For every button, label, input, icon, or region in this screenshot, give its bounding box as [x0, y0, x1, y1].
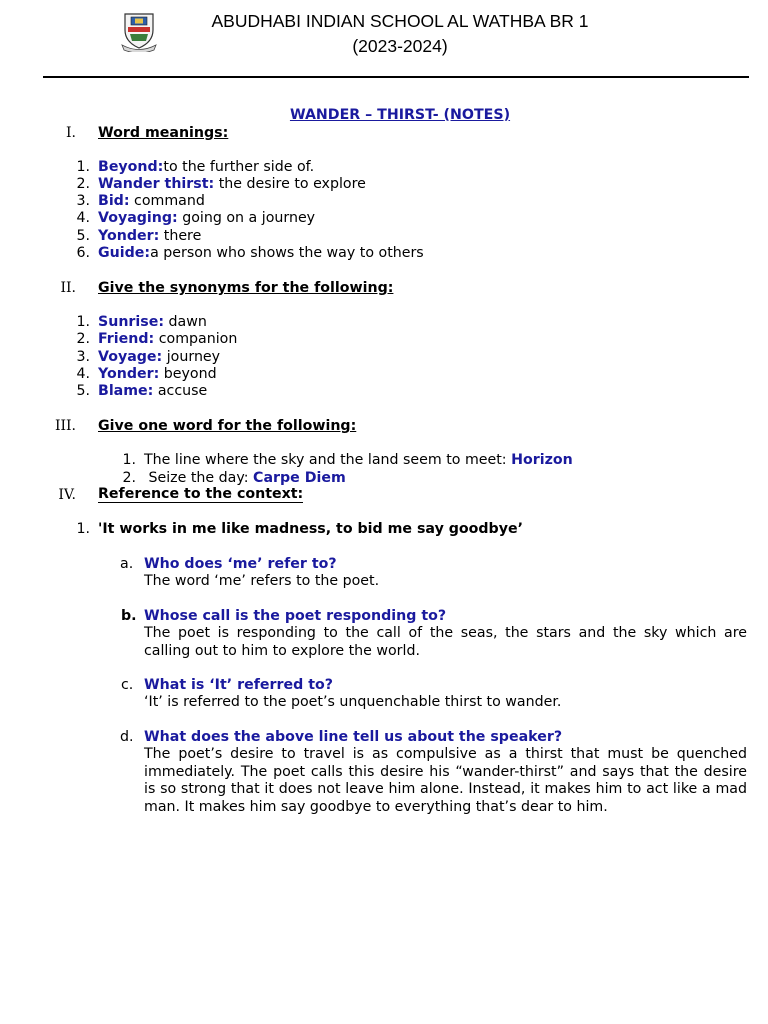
section-number: I. [66, 125, 76, 141]
quote-text: 'It works in me like madness, to bid me say goodbye’ [98, 521, 523, 537]
academic-year: (2023-2024) [352, 36, 448, 56]
list-item: 1. Sunrise: dawn [76, 314, 207, 330]
list-item: 2. Seize the day: Carpe Diem [122, 470, 346, 486]
section-heading-reference: Reference to the context: [98, 486, 304, 502]
question-label: a. [120, 556, 134, 572]
question-text: Who does ‘me’ refer to? [144, 556, 337, 572]
list-item: 6. Guide:a person who shows the way to others [76, 245, 424, 261]
list-item: 3. Bid: command [76, 193, 205, 209]
header-divider [43, 76, 749, 78]
list-item: 3. Voyage: journey [76, 349, 221, 365]
section-heading-one-word: Give one word for the following: [98, 418, 357, 434]
list-item: 1. The line where the sky and the land seem to meet: Horizon [122, 452, 573, 468]
answer-text: ‘It’ is referred to the poet’s unquenchable thirst to wander. [144, 694, 562, 710]
list-item: 1. Beyond:to the further side of. [76, 159, 315, 175]
question-text: What does the above line tell us about the speaker? [144, 729, 563, 745]
section-number: IV. [58, 487, 76, 503]
list-item: 4. Voyaging: going on a journey [76, 210, 316, 226]
page-title: WANDER – THIRST- (NOTES) [289, 107, 511, 123]
section-number: II. [60, 280, 76, 296]
answer-text: The poet’s desire to travel is as compulsive as a thirst that must be quenched immediately. The poet calls this desire his “wander-thirst” and says that the desire is so strong that it does not leave him alone. Instead, it makes him to act like a mad man. It makes him say goodbye to everything that’s dear to him. [144, 746, 747, 815]
list-item: 4. Yonder: beyond [76, 366, 217, 382]
question-label: b. [121, 608, 137, 624]
school-name: ABUDHABI INDIAN SCHOOL AL WATHBA BR 1 [211, 11, 589, 31]
question-text: What is ‘It’ referred to? [144, 677, 333, 693]
section-heading-word-meanings: Word meanings: [98, 125, 229, 141]
answer-text: The word ‘me’ refers to the poet. [144, 573, 380, 589]
section-heading-synonyms: Give the synonyms for the following: [98, 280, 394, 296]
quote-item: 1. 'It works in me like madness, to bid me say goodbye’ [76, 521, 523, 537]
list-item: 2. Wander thirst: the desire to explore [76, 176, 366, 192]
answer-text: The poet is responding to the call of the seas, the stars and the sky which are calling out to him to explore the world. [144, 625, 747, 659]
question-label: d. [120, 729, 134, 745]
question-text: Whose call is the poet responding to? [144, 608, 447, 624]
list-item: 5. Yonder: there [76, 228, 202, 244]
question-label: c. [121, 677, 134, 693]
list-item: 5. Blame: accuse [76, 383, 208, 399]
section-number: III. [54, 418, 76, 434]
list-item: 2. Friend: companion [76, 331, 238, 347]
